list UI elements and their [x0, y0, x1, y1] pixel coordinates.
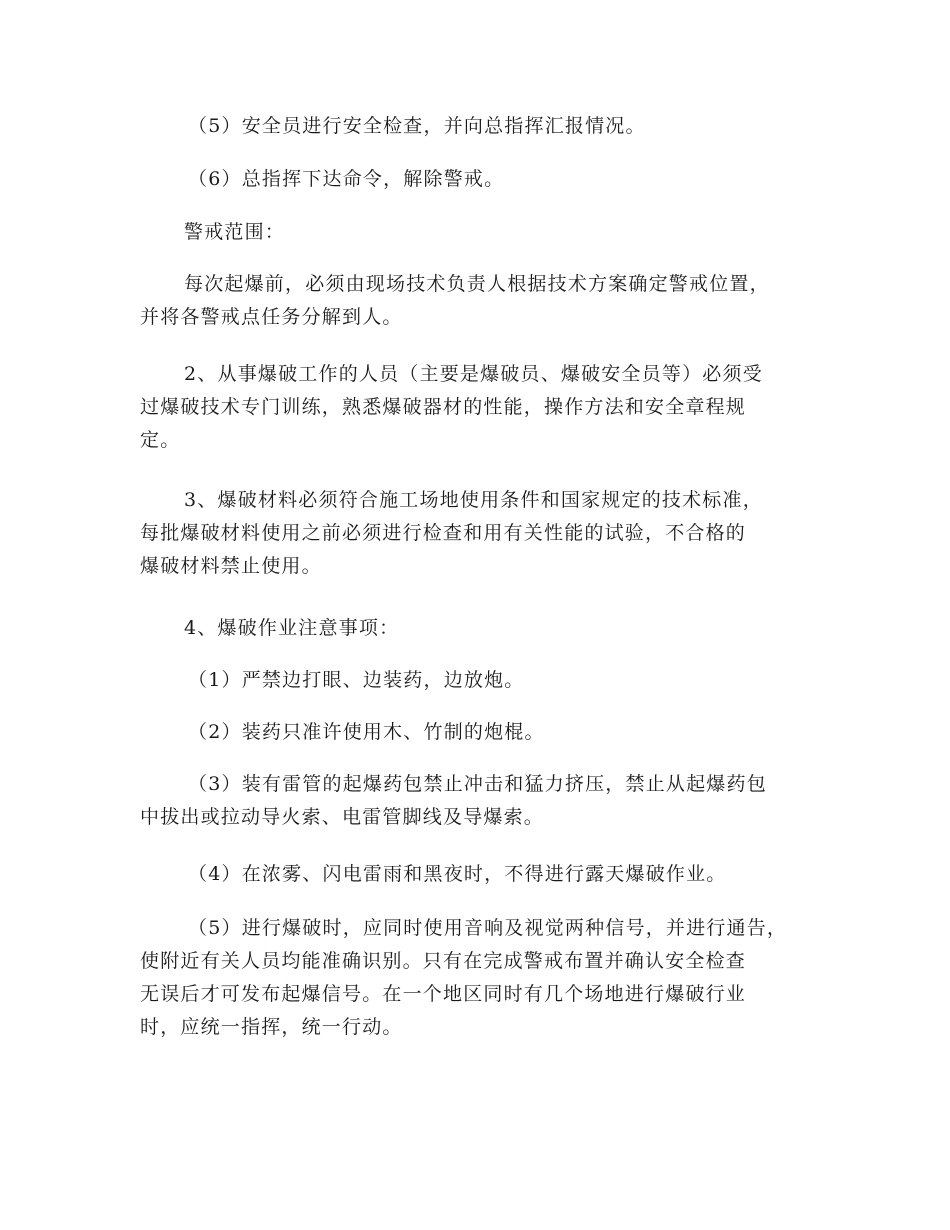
text-line: 警戒范围：: [184, 221, 286, 243]
paragraph-sub-4: [140, 858, 812, 891]
paragraph-warning-range: [140, 268, 812, 334]
text-line: （1）严禁边打眼、边装药，边放炮。: [188, 669, 525, 691]
text-line: 爆破材料禁止使用。: [140, 555, 322, 577]
text-line: （6）总指挥下达命令，解除警戒。: [188, 168, 505, 190]
paragraph-item-4: [140, 612, 812, 645]
text-line: 并将各警戒点任务分解到人。: [140, 306, 403, 328]
text-line: 4、爆破作业注意事项：: [184, 617, 400, 639]
paragraph-sub-1: [140, 664, 812, 697]
text-line: （4）在浓雾、闪电雷雨和黑夜时，不得进行露天爆破作业。: [188, 863, 727, 885]
paragraph-item-3: [140, 484, 812, 583]
text-line: 时，应统一指挥，统一行动。: [140, 1016, 403, 1038]
text-line: （5）安全员进行安全检查，并向总指挥汇报情况。: [188, 115, 646, 137]
text-line: 每次起爆前，必须由现场技术负责人根据技术方案确定警戒位置，: [184, 273, 770, 295]
text-line: 中拔出或拉动导火索、电雷管脚线及导爆索。: [140, 806, 545, 828]
text-line: 无误后才可发布起爆信号。在一个地区同时有几个场地进行爆破行业: [140, 983, 747, 1005]
paragraph-sub-5: [140, 912, 812, 1044]
text-line: （5）进行爆破时，应同时使用音响及视觉两种信号，并进行通告，: [188, 917, 788, 939]
text-line: 3、爆破材料必须符合施工场地使用条件和国家规定的技术标准，: [184, 489, 763, 511]
text-line: 2、从事爆破工作的人员（主要是爆破员、爆破安全员等）必须受: [184, 363, 763, 385]
text-line: 定。: [140, 429, 181, 451]
paragraph-step-5: [140, 110, 812, 143]
text-line: 每批爆破材料使用之前必须进行检查和用有关性能的试验，不合格的: [140, 522, 747, 544]
text-line: 过爆破技术专门训练，熟悉爆破器材的性能，操作方法和安全章程规: [140, 396, 747, 418]
paragraph-item-2: [140, 358, 812, 457]
paragraph-step-6: [140, 163, 812, 196]
text-line: 使附近有关人员均能准确识别。只有在完成警戒布置并确认安全检查: [140, 950, 747, 972]
text-line: （2）装药只准许使用木、竹制的炮棍。: [188, 721, 545, 743]
paragraph-heading-warning-range: [140, 216, 812, 249]
text-line: （3）装有雷管的起爆药包禁止冲击和猛力挤压，禁止从起爆药包: [188, 773, 767, 795]
paragraph-sub-3: [140, 768, 812, 834]
paragraph-sub-2: [140, 716, 812, 749]
